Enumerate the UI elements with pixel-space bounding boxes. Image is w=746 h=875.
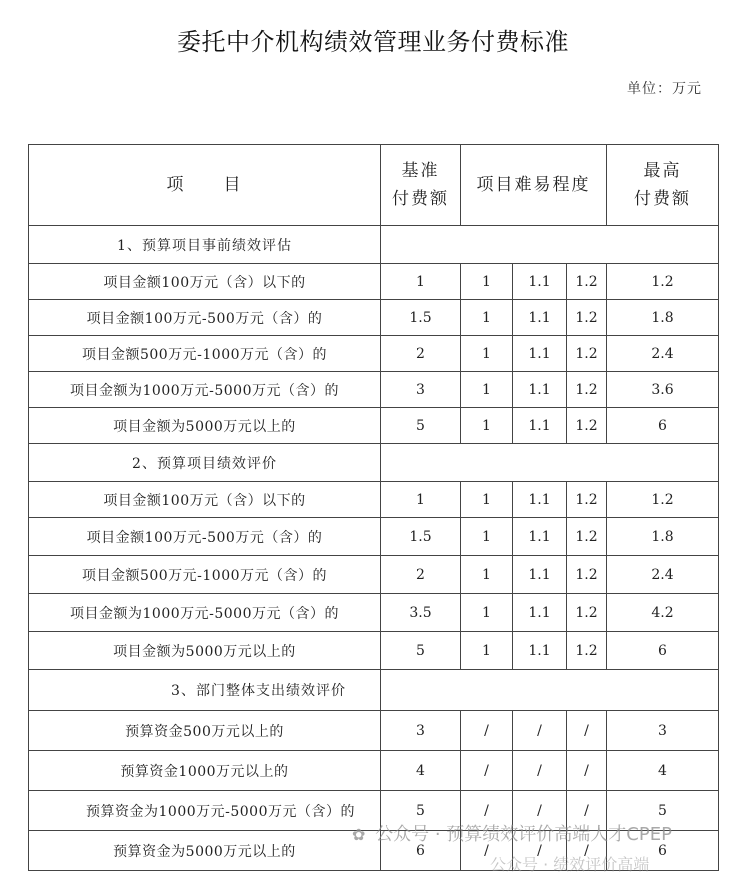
row-d2: /	[513, 711, 567, 751]
wechat-icon: ✿	[352, 825, 366, 844]
row-name: 项目金额100万元（含）以下的	[29, 482, 381, 518]
row-d2: 1.1	[513, 632, 567, 670]
row-d3: /	[567, 751, 607, 791]
watermark-secondary: 公众号 · 绩效评价高端	[490, 855, 650, 874]
row-max: 3	[607, 711, 719, 751]
row-d1: /	[461, 711, 513, 751]
row-d3: 1.2	[567, 482, 607, 518]
header-max-line2: 付费额	[634, 189, 692, 209]
table-row	[29, 408, 719, 444]
row-d2: 1.1	[513, 518, 567, 556]
table-row	[29, 482, 719, 518]
row-d3: 1.2	[567, 300, 607, 336]
row-base: 2	[381, 336, 461, 372]
row-max: 2.4	[607, 336, 719, 372]
row-d3: 1.2	[567, 556, 607, 594]
row-d1: 1	[461, 482, 513, 518]
row-base: 1	[381, 482, 461, 518]
section-row	[29, 226, 719, 264]
row-name: 项目金额500万元-1000万元（含）的	[29, 556, 381, 594]
row-base: 3	[381, 372, 461, 408]
table-row	[29, 556, 719, 594]
row-base: 3.5	[381, 594, 461, 632]
row-d3: 1.2	[567, 372, 607, 408]
row-base: 2	[381, 556, 461, 594]
row-name: 预算资金为5000万元以上的	[29, 831, 381, 871]
row-base: 5	[381, 408, 461, 444]
row-base: 6	[381, 831, 461, 871]
row-d1: 1	[461, 518, 513, 556]
row-d1: 1	[461, 408, 513, 444]
row-base: 1	[381, 264, 461, 300]
row-max: 6	[607, 632, 719, 670]
row-d3: /	[567, 791, 607, 831]
row-max: 1.2	[607, 264, 719, 300]
row-d2: 1.1	[513, 372, 567, 408]
row-d1: /	[461, 791, 513, 831]
table-row	[29, 518, 719, 556]
row-name: 项目金额为1000万元-5000万元（含）的	[29, 372, 381, 408]
header-item: 项 目	[29, 145, 381, 226]
row-max: 3.6	[607, 372, 719, 408]
row-max: 6	[607, 408, 719, 444]
table-row	[29, 372, 719, 408]
row-d1: 1	[461, 632, 513, 670]
header-max-line1: 最高	[643, 161, 682, 181]
header-base-line1: 基准	[401, 161, 440, 181]
row-name: 项目金额为5000万元以上的	[29, 408, 381, 444]
table-row	[29, 264, 719, 300]
row-name: 项目金额500万元-1000万元（含）的	[29, 336, 381, 372]
table-row	[29, 632, 719, 670]
row-d3: 1.2	[567, 264, 607, 300]
row-d2: 1.1	[513, 336, 567, 372]
row-d2: 1.1	[513, 594, 567, 632]
row-max: 5	[607, 791, 719, 831]
row-base: 1.5	[381, 518, 461, 556]
row-name: 项目金额100万元-500万元（含）的	[29, 518, 381, 556]
row-d1: 1	[461, 300, 513, 336]
row-max: 2.4	[607, 556, 719, 594]
row-base: 3	[381, 711, 461, 751]
table-row	[29, 336, 719, 372]
row-d3: /	[567, 831, 607, 871]
fee-standard-table	[28, 144, 719, 871]
section-title: 3、部门整体支出绩效评价	[29, 670, 381, 711]
row-name: 预算资金1000万元以上的	[29, 751, 381, 791]
row-d1: /	[461, 751, 513, 791]
row-name: 预算资金为1000万元-5000万元（含）的	[29, 791, 381, 831]
row-base: 1.5	[381, 300, 461, 336]
row-name: 项目金额100万元-500万元（含）的	[29, 300, 381, 336]
row-max: 1.2	[607, 482, 719, 518]
row-d3: 1.2	[567, 518, 607, 556]
row-base: 5	[381, 791, 461, 831]
row-max: 1.8	[607, 300, 719, 336]
row-d1: 1	[461, 594, 513, 632]
row-d3: 1.2	[567, 336, 607, 372]
row-name: 预算资金500万元以上的	[29, 711, 381, 751]
table-row	[29, 594, 719, 632]
row-d1: 1	[461, 264, 513, 300]
row-d1: /	[461, 831, 513, 871]
row-d3: /	[567, 711, 607, 751]
row-d3: 1.2	[567, 408, 607, 444]
unit-label: 单位：万元	[627, 81, 702, 97]
row-d1: 1	[461, 556, 513, 594]
row-name: 项目金额为5000万元以上的	[29, 632, 381, 670]
row-name: 项目金额为1000万元-5000万元（含）的	[29, 594, 381, 632]
header-max-fee	[607, 145, 719, 226]
table-row	[29, 711, 719, 751]
row-max: 4	[607, 751, 719, 791]
row-base: 4	[381, 751, 461, 791]
watermark-text: 公众号 · 预算绩效评价高端人才CPEP	[375, 824, 672, 845]
row-d2: /	[513, 751, 567, 791]
table-row	[29, 751, 719, 791]
row-d2: 1.1	[513, 556, 567, 594]
section-row	[29, 444, 719, 482]
section-blank	[381, 226, 719, 264]
watermark	[352, 820, 672, 846]
header-difficulty: 项目难易程度	[461, 145, 607, 226]
row-max: 4.2	[607, 594, 719, 632]
table-row	[29, 300, 719, 336]
row-max: 6	[607, 831, 719, 871]
row-d2: 1.1	[513, 264, 567, 300]
row-d2: /	[513, 831, 567, 871]
row-base: 5	[381, 632, 461, 670]
row-d3: 1.2	[567, 594, 607, 632]
header-base-line2: 付费额	[392, 189, 449, 209]
row-max: 1.8	[607, 518, 719, 556]
header-base-fee	[381, 145, 461, 226]
row-name: 项目金额100万元（含）以下的	[29, 264, 381, 300]
section-row	[29, 670, 719, 711]
table-header-row	[29, 145, 719, 226]
row-d2: 1.1	[513, 408, 567, 444]
section-blank	[381, 444, 719, 482]
section-title: 2、预算项目绩效评价	[29, 444, 381, 482]
row-d1: 1	[461, 336, 513, 372]
row-d3: 1.2	[567, 632, 607, 670]
row-d1: 1	[461, 372, 513, 408]
section-title: 1、预算项目事前绩效评估	[29, 226, 381, 264]
row-d2: 1.1	[513, 482, 567, 518]
page-title: 委托中介机构绩效管理业务付费标准	[177, 28, 569, 56]
section-blank	[381, 670, 719, 711]
row-d2: 1.1	[513, 300, 567, 336]
row-d2: /	[513, 791, 567, 831]
